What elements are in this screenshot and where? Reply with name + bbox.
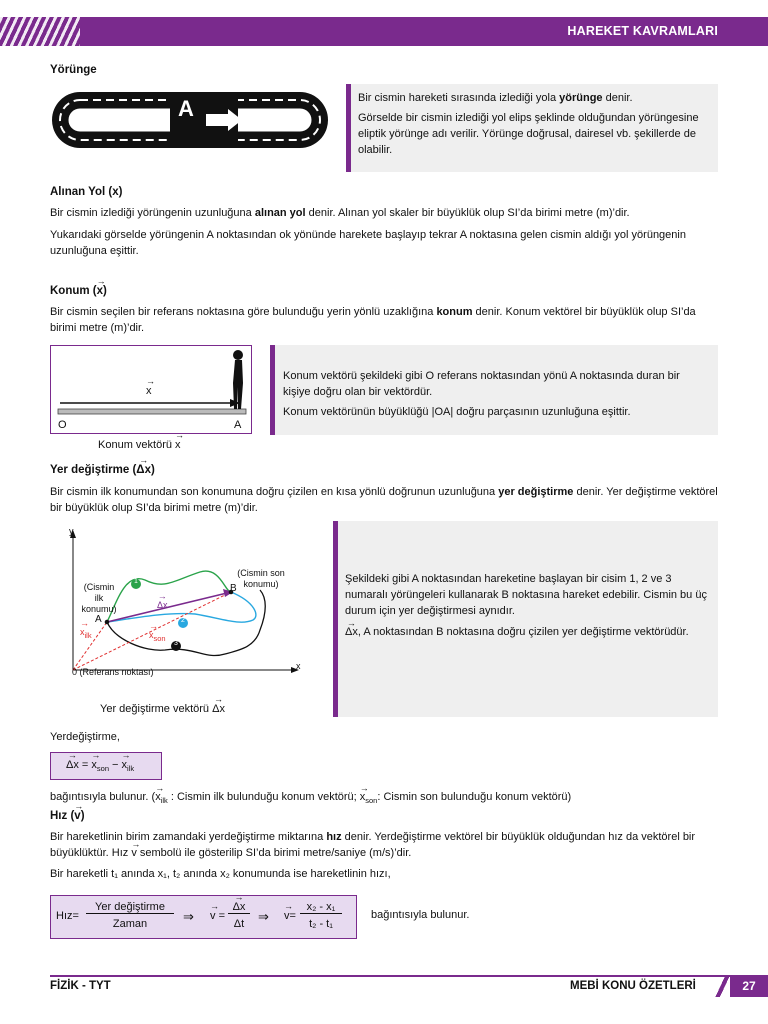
displacement-info-bar [333, 521, 338, 717]
formula-explanation: bağıntısıyla bulunur. (→ $x_{ilk}$ : Cismin ilk bulunduğu konum vektörü; → $x_{son}$: Cismin son bulunduğu konum vektörü) [50, 789, 718, 809]
footer-subject: FİZİK - TYT [50, 980, 111, 992]
vf-v2: → v= [284, 910, 296, 922]
heading-yer-degistirme: Yer değiştirme (→ Δx) [50, 464, 155, 476]
vf-den3: t₂ - t₁ [309, 918, 333, 930]
page-number: 27 [730, 975, 768, 997]
start-label: (Cismin ilk konumu) [81, 582, 117, 614]
displacement-info-1: Şekildeki gibi A noktasından hareketine başlayan bir cisim 1, 2 ve 3 numaralı yörüngeleri kullanarak B noktasına hareket edebilir. Cismin bu üç durum için yer değiştirmesi aynıdır. [345, 573, 707, 617]
yorunge-desc: Görselde bir cismin izlediği yol elips şeklinde olduğundan yörüngesine eliptik yörünge adı verilir. Yörünge doğrusal, dairesel vb. şekillerde de olabilir. [358, 112, 699, 156]
vf-arrow-2: ⇒ [258, 909, 269, 924]
path-1-marker: 1 [134, 578, 138, 585]
track-label-a: A [178, 96, 194, 121]
konum-def: Bir cismin seçilen bir referans noktasına göre bulunduğu yerin yönlü uzaklığına konum denir. Konum vektörel bir büyüklük olup SI’da birimi metre (m)’dir. [50, 306, 696, 334]
vf-den: Zaman [112, 918, 148, 930]
displacement-caption: Yer değiştirme vektörü → Δx [100, 703, 225, 715]
header-stripes [0, 17, 80, 46]
konum-caption: Konum vektörü → x [98, 439, 181, 451]
heading-hiz: Hız (→ v) [50, 810, 85, 822]
point-a: A [234, 419, 242, 431]
path-3-marker: 3 [174, 640, 178, 647]
end-label: (Cismin son konumu) [237, 568, 285, 589]
displacement-formula: → Δx = → $x_{son}$ − → $x_{ilk}$ [66, 759, 134, 773]
displacement-info-2: → Δx, A noktasından B noktasına doğru çizilen yer değiştirme vektörüdür. [345, 624, 710, 640]
vf-num2: → Δx [228, 901, 250, 914]
vf-num: Yer değiştirme [86, 901, 174, 914]
graph-point-a: A [95, 614, 102, 625]
heading-konum: Konum (→ x) [50, 285, 107, 297]
delta-x-label: → Δx [157, 600, 168, 610]
konum-vec-label: → x [146, 385, 152, 397]
vf-arrow-1: ⇒ [183, 909, 194, 924]
path-2-marker: 2 [181, 617, 185, 624]
vf-label: Hız= [56, 910, 79, 922]
footer-slash [712, 975, 732, 997]
footer-series: MEBİ KONU ÖZETLERİ [570, 980, 696, 992]
vf-den2: Δt [233, 918, 245, 930]
vf-num3: x₂ - x₁ [300, 901, 342, 914]
axis-y-label: y [69, 526, 74, 536]
alinan-yol-desc: Yukarıdaki görselde yörüngenin A noktasından ok yönünde harekete başlayıp tekrar A noktasına gelen cismin aldığı yol yörüngenin uzunluğuna eşittir. [50, 229, 686, 257]
axis-x-label: x [296, 661, 301, 671]
footer-line [50, 975, 768, 977]
displacement-info-box [333, 521, 718, 717]
x-ilk-label: → $x_{ilk}$ [80, 627, 92, 640]
hiz-intro: Bir hareketli t₁ anında x₁, t₂ anında x₂ konumunda ise hareketlinin hızı, [50, 868, 391, 880]
konum-info-bar [270, 345, 275, 435]
hiz-def: Bir hareketlinin birim zamandaki yerdeğiştirme miktarına hız denir. Yerdeğiştirme vektörel bir büyüklük olduğundan hız da vektörel bir büyüklüktür. Hız → v sembolü ile gösterilip SI’da birimi metre/saniye (m/s)’dir. [50, 829, 718, 861]
x-son-label: → $x_{son}$ [149, 630, 166, 643]
alinan-yol-def: Bir cismin izlediği yörüngenin uzunluğuna alınan yol denir. Alınan yol skaler bir büyüklük olup SI’da birimi metre (m)’dir. [50, 207, 630, 219]
heading-yorunge: Yörünge [50, 64, 97, 76]
formula-intro: Yerdeğiştirme, [50, 731, 120, 743]
yorunge-info-bar [346, 84, 351, 172]
chapter-title: HAREKET KAVRAMLARI [567, 24, 718, 38]
point-o: O [58, 419, 67, 431]
origin-label: 0 (Referans noktası) [72, 667, 154, 677]
konum-info-2: Konum vektörünün büyüklüğü |OA| doğru parçasının uzunluğuna eşittir. [283, 406, 631, 418]
graph-point-b: B [230, 583, 237, 594]
yorunge-def: Bir cismin hareketi sırasında izlediği yola yörünge denir. [358, 92, 633, 104]
heading-alinan-yol: Alınan Yol (x) [50, 186, 123, 198]
konum-info-1: Konum vektörü şekildeki gibi O referans noktasından yönü A noktasında duran bir kişiye doğru olan bir vektördür. [283, 370, 680, 398]
vf-v1: → v = [210, 910, 225, 922]
yer-degistirme-def: Bir cismin ilk konumundan son konumuna doğru çizilen en kısa yönlü doğrunun uzunluğuna yer değiştirme denir. Yer değiştirme vektörel bir büyüklük olup SI’da birimi metre (m)’dir. [50, 486, 718, 514]
velocity-formula-after: bağıntısıyla bulunur. [371, 909, 470, 921]
